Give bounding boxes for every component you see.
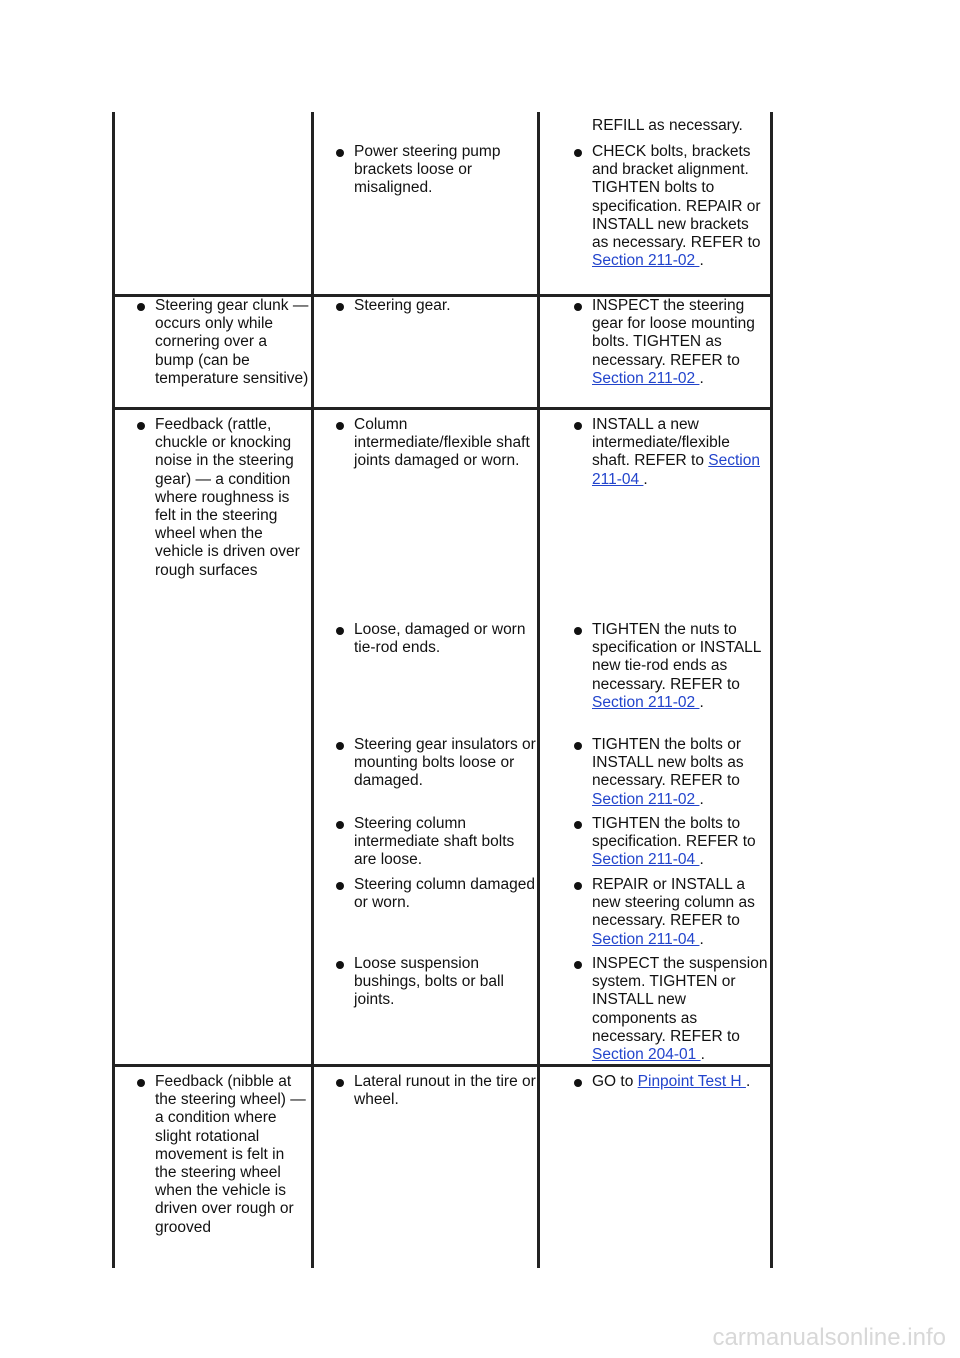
bullet-icon	[574, 1079, 582, 1087]
column-divider-1	[311, 112, 314, 1268]
section-link[interactable]: Section 211-02	[592, 693, 700, 711]
section-link[interactable]: Section 211-04	[592, 851, 700, 869]
watermark: carmanualsonline.info	[712, 1324, 946, 1351]
cause-item: Steering column intermediate shaft bolts are loose.	[336, 815, 536, 870]
bullet-icon	[574, 742, 582, 750]
bullet-icon	[574, 821, 582, 829]
bullet-icon	[336, 303, 344, 311]
action-continuation: REFILL as necessary.	[592, 117, 743, 134]
action-item: TIGHTEN the bolts or INSTALL new bolts as necessary. REFER to Section 211-02 .	[574, 736, 769, 809]
bullet-icon	[574, 422, 582, 430]
cause-item: Loose suspension bushings, bolts or ball joints.	[336, 955, 536, 1010]
action-item: TIGHTEN the nuts to specification or INSTALL new tie-rod ends as necessary. REFER to Section 211-02 .	[574, 621, 769, 712]
action-item: INSPECT the steering gear for loose mounting bolts. TIGHTEN as necessary. REFER to Section 211-02 .	[574, 297, 769, 388]
action-item: INSPECT the suspension system. TIGHTEN or INSTALL new components as necessary. REFER to Section 204-01 .	[574, 955, 769, 1064]
cause-item: Column intermediate/flexible shaft joints damaged or worn.	[336, 416, 536, 471]
bullet-icon	[574, 627, 582, 635]
section-link[interactable]: Section 211-02	[592, 252, 700, 270]
bullet-icon	[336, 821, 344, 829]
bullet-icon	[336, 422, 344, 430]
condition-item: Steering gear clunk — occurs only while cornering over a bump (can be temperature sensitive)	[137, 297, 309, 388]
action-item: GO to Pinpoint Test H .	[574, 1073, 769, 1091]
cause-item: Steering gear insulators or mounting bolts loose or damaged.	[336, 736, 536, 791]
bullet-icon	[574, 149, 582, 157]
bullet-icon	[574, 303, 582, 311]
section-link[interactable]: Section 211-02	[592, 790, 700, 808]
action-item: CHECK bolts, brackets and bracket alignment. TIGHTEN bolts to specification. REPAIR or INSTALL new brackets as necessary. REFER to Section 211-02 .	[574, 143, 769, 270]
bullet-icon	[336, 1079, 344, 1087]
bullet-icon	[336, 961, 344, 969]
condition-item: Feedback (nibble at the steering wheel) — a condition where slight rotational movement is felt in the steering wheel when the vehicle is driven over rough or grooved	[137, 1073, 309, 1237]
row-divider	[112, 407, 773, 410]
bullet-icon	[336, 882, 344, 890]
section-link[interactable]: Section 211-04	[592, 452, 760, 488]
condition-item: Feedback (rattle, chuckle or knocking noise in the steering gear) — a condition where roughness is felt in the steering wheel when the vehicle is driven over rough surfaces	[137, 416, 309, 580]
row-divider	[112, 1064, 773, 1067]
section-link[interactable]: Section 204-01	[592, 1046, 701, 1064]
bullet-icon	[574, 961, 582, 969]
cause-item: Lateral runout in the tire or wheel.	[336, 1073, 536, 1109]
cause-item: Loose, damaged or worn tie-rod ends.	[336, 621, 536, 657]
cause-item: Steering gear.	[336, 297, 536, 315]
diagnosis-table	[112, 112, 773, 1268]
action-item: TIGHTEN the bolts to specification. REFER to Section 211-04 .	[574, 815, 769, 870]
section-link[interactable]: Section 211-04	[592, 930, 700, 948]
table-border-right	[770, 112, 773, 1268]
bullet-icon	[137, 303, 145, 311]
table-border-left	[112, 112, 115, 1268]
bullet-icon	[137, 1079, 145, 1087]
action-item: REPAIR or INSTALL a new steering column as necessary. REFER to Section 211-04 .	[574, 876, 769, 949]
pinpoint-test-link[interactable]: Pinpoint Test H	[637, 1073, 746, 1090]
action-item: INSTALL a new intermediate/flexible shaft. REFER to Section 211-04 .	[574, 416, 769, 489]
cause-item: Power steering pump brackets loose or misaligned.	[336, 143, 536, 198]
bullet-icon	[137, 422, 145, 430]
cause-item: Steering column damaged or worn.	[336, 876, 536, 912]
section-link[interactable]: Section 211-02	[592, 369, 700, 387]
bullet-icon	[336, 742, 344, 750]
bullet-icon	[336, 627, 344, 635]
column-divider-2	[537, 112, 540, 1268]
bullet-icon	[336, 149, 344, 157]
bullet-icon	[574, 882, 582, 890]
